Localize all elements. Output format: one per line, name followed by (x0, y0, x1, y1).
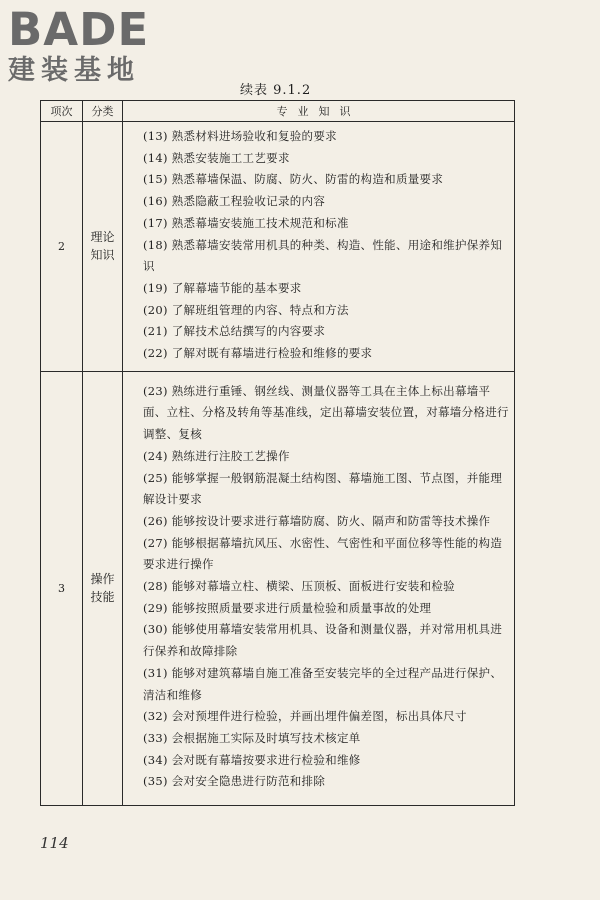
header-category: 分类 (83, 101, 123, 122)
knowledge-list (123, 122, 514, 371)
row-knowledge (123, 371, 515, 805)
header-knowledge: 专业知识 (123, 101, 515, 122)
brand-logo (8, 3, 178, 86)
knowledge-item: (18) 熟悉幕墙安装常用机具的种类、构造、性能、用途和维护保养知识 (143, 237, 503, 274)
knowledge-item: (25) 能够掌握一般钢筋混凝土结构图、幕墙施工图、节点图，并能理解设计要求 (143, 470, 503, 507)
knowledge-item: (33) 会根据施工实际及时填写技术核定单 (143, 730, 361, 745)
knowledge-item: (29) 能够按照质量要求进行质量检验和质量事故的处理 (143, 600, 432, 615)
knowledge-item: (34) 会对既有幕墙按要求进行检验和维修 (143, 752, 361, 767)
row-category (83, 122, 123, 372)
table-row (41, 122, 515, 372)
logo-wordmark: BADE (8, 3, 150, 56)
knowledge-item: (26) 能够按设计要求进行幕墙防腐、防火、隔声和防雷等技术操作 (143, 513, 491, 528)
row-index: 2 (41, 122, 83, 372)
table-row (41, 371, 515, 805)
row-category (83, 371, 123, 805)
knowledge-item: (15) 熟悉幕墙保温、防腐、防火、防雷的构造和质量要求 (143, 172, 444, 187)
knowledge-item: (20) 了解班组管理的内容、特点和方法 (143, 302, 349, 317)
knowledge-item: (16) 熟悉隐蔽工程验收记录的内容 (143, 194, 326, 209)
knowledge-item: (32) 会对预埋件进行检验，并画出埋件偏差图，标出具体尺寸 (143, 709, 467, 724)
table-header-row (41, 101, 515, 122)
knowledge-item: (27) 能够根据幕墙抗风压、水密性、气密性和平面位移等性能的构造要求进行操作 (143, 535, 503, 572)
knowledge-item: (35) 会对安全隐患进行防范和排除 (143, 774, 326, 789)
category-line: 操作 (90, 572, 115, 587)
table-caption: 续表 9.1.2 (240, 83, 312, 98)
knowledge-item: (22) 了解对既有幕墙进行检验和维修的要求 (143, 346, 373, 361)
knowledge-item: (21) 了解技术总结撰写的内容要求 (143, 324, 326, 339)
knowledge-item: (28) 能够对幕墙立柱、横梁、压顶板、面板进行安装和检验 (143, 579, 455, 594)
logo-chinese-name: 建装基地 (8, 55, 140, 86)
knowledge-item: (23) 熟练进行重锤、钢丝线、测量仪器等工具在主体上标出幕墙平面、立柱、分格及转角等基准线，定出幕墙安装位置，对幕墙分格进行调整、复核 (143, 383, 509, 442)
knowledge-item: (19) 了解幕墙节能的基本要求 (143, 280, 302, 295)
knowledge-item: (24) 熟练进行注胶工艺操作 (143, 448, 290, 463)
knowledge-item: (31) 能够对建筑幕墙自施工准备至安装完毕的全过程产品进行保护、清洁和维修 (143, 665, 503, 702)
skills-table (40, 100, 515, 806)
header-index: 项次 (41, 101, 83, 122)
knowledge-list (123, 372, 514, 805)
knowledge-item: (30) 能够使用幕墙安装常用机具、设备和测量仪器，并对常用机具进行保养和故障排除 (143, 622, 503, 659)
knowledge-item: (17) 熟悉幕墙安装施工技术规范和标准 (143, 215, 349, 230)
knowledge-item: (14) 熟悉安装施工工艺要求 (143, 150, 290, 165)
row-index: 3 (41, 371, 83, 805)
category-line: 技能 (90, 590, 115, 605)
knowledge-item: (13) 熟悉材料进场验收和复验的要求 (143, 129, 337, 143)
page-number: 114 (40, 834, 69, 852)
category-line: 理论 (90, 230, 115, 245)
category-line: 知识 (90, 248, 115, 263)
row-knowledge (123, 122, 515, 372)
